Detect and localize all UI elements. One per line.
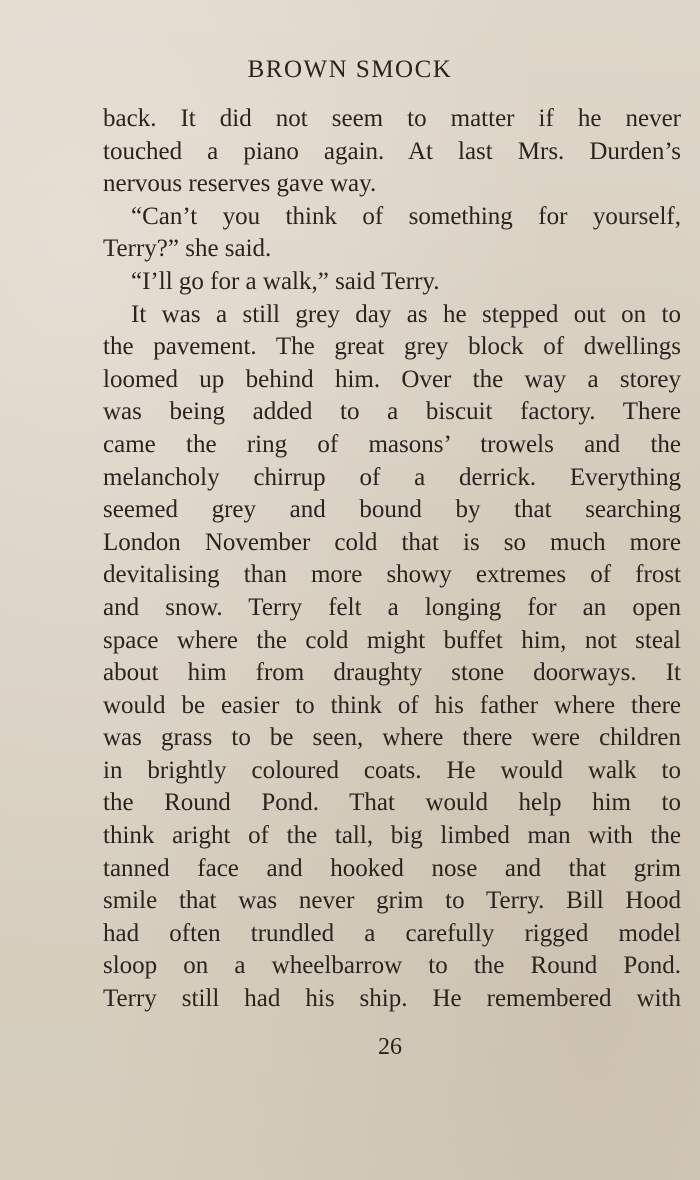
text-line: was being added to a biscuit factory. There xyxy=(103,398,681,426)
running-head: BROWN SMOCK xyxy=(247,56,453,83)
text-line: back. It did not seem to matter if he never xyxy=(103,105,681,132)
text-line: loomed up behind him. Over the way a storey xyxy=(103,365,681,393)
page-number: 26 xyxy=(378,1034,402,1060)
text-line: tanned face and hooked nose and that grim xyxy=(103,854,681,882)
text-line: seemed grey and bound by that searching xyxy=(103,496,681,524)
text-line: had often trundled a carefully rigged model xyxy=(103,919,681,947)
text-line: Terry still had his ship. He remembered with xyxy=(103,985,681,1013)
text-line: and snow. Terry felt a longing for an open xyxy=(103,593,681,621)
text-line: in brightly coloured coats. He would walk to xyxy=(103,756,681,784)
text-line: “Can’t you think of something for yourself, xyxy=(131,202,681,230)
text-line: smile that was never grim to Terry. Bill Hood xyxy=(103,887,681,915)
text-line: devitalising than more showy extremes of frost xyxy=(103,561,681,589)
text-line: would be easier to think of his father where there xyxy=(103,691,681,719)
text-line: sloop on a wheelbarrow to the Round Pond. xyxy=(103,952,681,980)
text-line: about him from draughty stone doorways. It xyxy=(103,659,681,687)
text-line: was grass to be seen, where there were children xyxy=(103,724,681,752)
body-text xyxy=(103,103,681,1016)
text-line: melancholy chirrup of a derrick. Everything xyxy=(103,463,681,491)
text-line: touched a piano again. At last Mrs. Durden’s xyxy=(103,137,681,165)
text-line: Terry?” she said. xyxy=(103,235,272,263)
text-line: the pavement. The great grey block of dwellings xyxy=(103,333,681,361)
text-line: London November cold that is so much more xyxy=(103,528,681,556)
text-line: space where the cold might buffet him, not steal xyxy=(103,626,681,654)
text-line: “I’ll go for a walk,” said Terry. xyxy=(131,267,440,295)
text-line: think aright of the tall, big limbed man with the xyxy=(103,822,681,850)
text-line: It was a still grey day as he stepped out on to xyxy=(131,300,681,328)
text-line: nervous reserves gave way. xyxy=(103,170,377,198)
text-line: the Round Pond. That would help him to xyxy=(103,789,681,817)
text-line: came the ring of masons’ trowels and the xyxy=(103,430,681,458)
